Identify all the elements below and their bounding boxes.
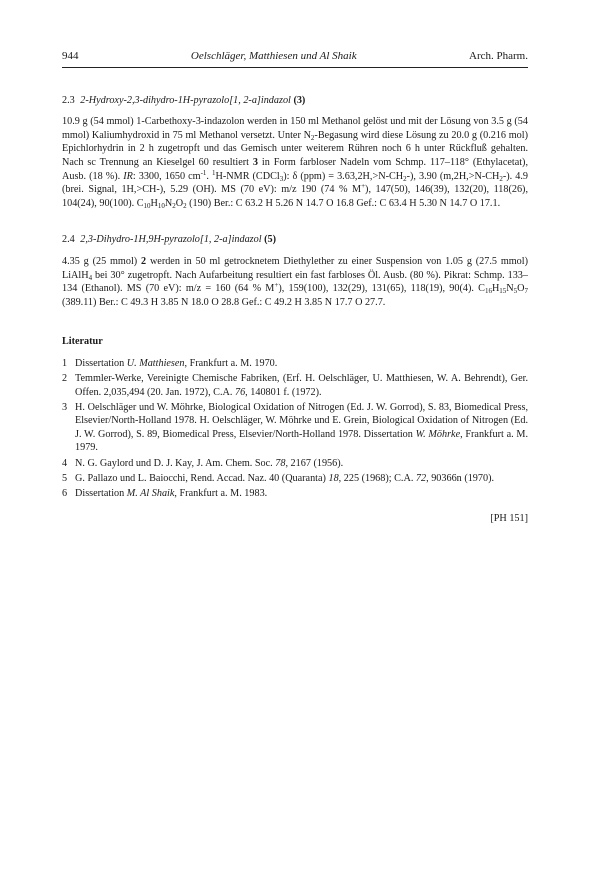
- page-number: 944: [62, 50, 79, 62]
- reference-item: 1 Dissertation U. Matthiesen, Frankfurt a. M. 1970.: [62, 357, 278, 369]
- section-title: 2-Hydroxy-2,3-dihydro-1H-pyrazolo[1, 2-a]indazol: [80, 94, 291, 106]
- section-heading-2-4: [62, 233, 528, 247]
- reference-item: 5 G. Pallazo und L. Baiocchi, Rend. Accad. Naz. 40 (Quaranta) 18, 225 (1968); C.A. 72, 90366n (1970).: [62, 472, 495, 484]
- paragraph-2-3: 10.9 g (54 mmol) 1-Carbethoxy-3-indazolon werden in 150 ml Methanol gelöst und mit der Lösung von 3.5 g (54 mmol) Kaliumhydroxid in 75 ml Methanol versetzt. Unter $N_2$-Begasung wird diese Lösung zu 20.0 g (0.216 mol) Epichlorhydrin in 2 h zugetropft und das Gemisch unter weiterem Rühren noch 6 h unter Rückfluß gehalten. Nach sc Trennung an Kieselgel 60 resultiert 3 in Form farbloser Nadeln vom Schmp. 117–118° (Ethylacetat), Ausb. (18 %). IR: 3300, 1650 $cm^{-1}$. $^1$H-NMR (CDCl$_3$): δ $(ppm) = 3.63,2H,>N-CH_2-$), 3.90 $(m,2H,>N-CH_2-)$. 4.9 (brei. Signal, 1H,>CH-), 5.29 (OH). MS (70 eV): m/z 190 (74 % M+), 147(50), 146(39), 132(20), 118(26), 104(24), 90(100). $C_{10}H_{10}N_2O_2$ (190) Ber.: C 63.2 H 5.26 N 14.7 O 16.8 Gef.: C 63.4 H 5.30 N 14.7 O 17.1.: [62, 116, 529, 210]
- reference-item: 4 N. G. Gaylord und D. J. Kay, J. Am. Chem. Soc. 78, 2167 (1956).: [62, 457, 344, 469]
- reference-list: [62, 357, 528, 500]
- compound-number: (3): [293, 94, 306, 106]
- running-title: Oelschläger, Matthiesen und Al Shaik: [190, 50, 357, 62]
- paragraph-2-4: 4.35 g (25 mmol) 2 werden in 50 ml getrocknetem Diethylether zu einer Suspension von 1.05 g (27.5 mmol) LiAlH$_4$ bei 30° zugetropft. Nach Aufarbeitung resultiert ein fast farbloses Öl. Ausb. (80 %). Pikrat: Schmp. 133–134 (Ethanol). MS (70 eV): m/z = 160 (64 % M+), 159(100), 132(29), 131(65), 118(19), 90(4). $C_{16}H_{15}N_5O_7$ (389.11) Ber.: C 49.3 H 3.85 N 18.0 O 28.8 Gef.: C 49.2 H 3.85 N 17.7 O 27.7.: [62, 255, 529, 308]
- compound-number: (5): [264, 234, 277, 246]
- reference-item: 6 Dissertation M. Al Shaik, Frankfurt a. M. 1983.: [62, 487, 268, 499]
- reference-item: 3 H. Oelschläger und W. Möhrke, Biological Oxidation of Nitrogen (Ed. J. W. Gorrod), S. 83, Biomedical Press, Elsevier/North-Holland 1978. H. Oelschläger, W. Möhrke und E. Grein, Biological Oxidation of Nitrogen (Ed. J. W. Gorrod), S. 89, Biomedical Press, Elsevier/North-Holland 1978. Dissertation W. Möhrke, Frankfurt a. M. 1979.: [62, 401, 528, 454]
- section-heading-2-3: [62, 94, 528, 108]
- running-header: [62, 50, 528, 68]
- journal-name: Arch. Pharm.: [469, 50, 528, 62]
- reference-item: 2 Temmler-Werke, Vereinigte Chemische Fabriken, (Erf. H. Oelschläger, U. Matthiesen, W. A. Behrendt), Ger. Offen. 2,035,494 (20. Jan. 1972), C.A. 76, 140801 f. (1972).: [62, 373, 528, 398]
- manuscript-code: [PH 151]: [490, 513, 528, 525]
- section-number: 2.4: [62, 234, 75, 246]
- section-number: 2.3: [62, 94, 75, 106]
- section-title: 2,3-Dihydro-1H,9H-pyrazolo[1, 2-a]indazol: [80, 234, 262, 246]
- page: [62, 50, 528, 526]
- literature-heading: Literatur: [62, 336, 103, 348]
